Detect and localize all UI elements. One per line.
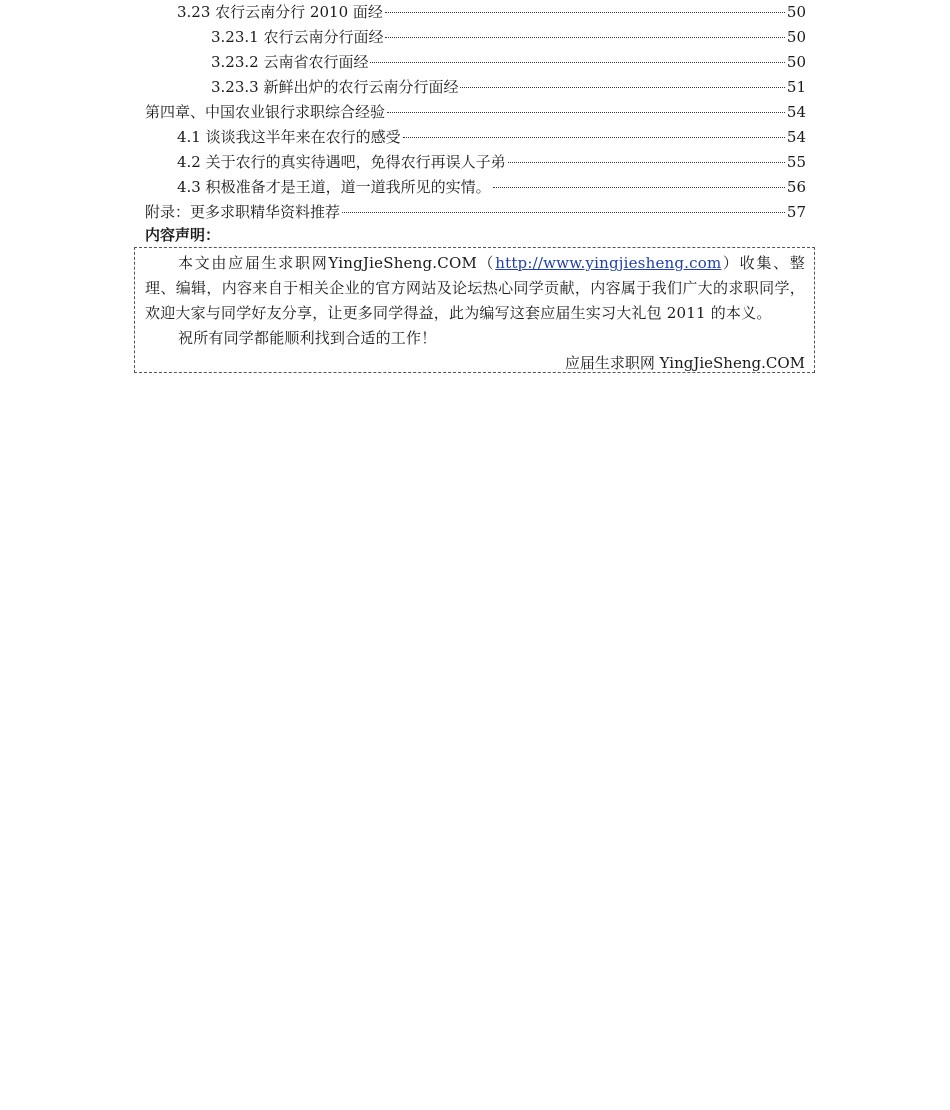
toc-entry[interactable] xyxy=(145,50,806,75)
toc-dot-leader xyxy=(403,137,785,138)
toc-entry-title: 3.23 农行云南分行 2010 面经 xyxy=(177,3,383,21)
toc-entry-page: 51 xyxy=(786,78,806,96)
toc-entry-page: 57 xyxy=(786,203,806,221)
toc-entry-title: 4.1 谈谈我这半年来在农行的感受 xyxy=(177,128,401,146)
toc-entry-page: 54 xyxy=(786,128,806,146)
toc-entry[interactable] xyxy=(145,100,806,125)
declaration-text-end: ）收集、整理、编辑，内容来自于相关企业的官方网站及论坛热心同学贡献，内容属于我们广大的求职同学，欢迎大家与同学好友分享，让更多同学得益，此为编写这套应届生实习大礼包 2011 的本义。 xyxy=(145,254,805,322)
toc-entry[interactable] xyxy=(145,125,806,150)
toc-entry-title: 3.23.3 新鲜出炉的农行云南分行面经 xyxy=(211,78,459,96)
toc-dot-leader xyxy=(385,37,784,38)
toc-entry-page: 56 xyxy=(786,178,806,196)
toc-entry-title: 3.23.1 农行云南分行面经 xyxy=(211,28,384,46)
toc-entry-page: 50 xyxy=(786,53,806,71)
toc-dot-leader xyxy=(385,12,785,13)
toc-entry[interactable] xyxy=(145,25,806,50)
toc-entry-page: 55 xyxy=(786,153,806,171)
declaration-paragraph xyxy=(145,251,805,326)
toc-entry[interactable] xyxy=(145,75,806,100)
toc-dot-leader xyxy=(370,62,784,63)
toc-entry[interactable] xyxy=(145,0,806,25)
toc-entry-title: 附录：更多求职精华资料推荐 xyxy=(145,203,341,221)
toc-entry-title: 4.2 关于农行的真实待遇吧，免得农行再误人子弟 xyxy=(177,153,506,171)
toc-dot-leader xyxy=(342,212,785,213)
toc-entry-title: 4.3 积极准备才是王道，道一道我所见的实情。 xyxy=(177,178,491,196)
toc-dot-leader xyxy=(387,112,785,113)
website-link[interactable]: http://www.yingjiesheng.com xyxy=(495,254,722,272)
declaration-signature: 应届生求职网 YingJieSheng.COM xyxy=(564,354,805,372)
declaration-heading: 内容声明： xyxy=(145,226,221,244)
toc-dot-leader xyxy=(493,187,785,188)
declaration-wish: 祝所有同学都能顺利找到合适的工作！ xyxy=(178,329,437,347)
declaration-text-start: 本文由应届生求职网YingJieSheng.COM（ xyxy=(178,254,496,272)
toc-entry-title: 第四章、中国农业银行求职综合经验 xyxy=(145,103,386,121)
toc-dot-leader xyxy=(460,87,784,88)
toc-entry-title: 3.23.2 云南省农行面经 xyxy=(211,53,369,71)
toc-entry[interactable] xyxy=(145,175,806,200)
toc-entry-page: 50 xyxy=(786,3,806,21)
table-of-contents xyxy=(145,0,806,225)
toc-entry-page: 54 xyxy=(786,103,806,121)
declaration-box xyxy=(134,247,815,373)
toc-entry[interactable] xyxy=(145,150,806,175)
toc-dot-leader xyxy=(508,162,785,163)
toc-entry[interactable] xyxy=(145,200,806,225)
toc-entry-page: 50 xyxy=(786,28,806,46)
